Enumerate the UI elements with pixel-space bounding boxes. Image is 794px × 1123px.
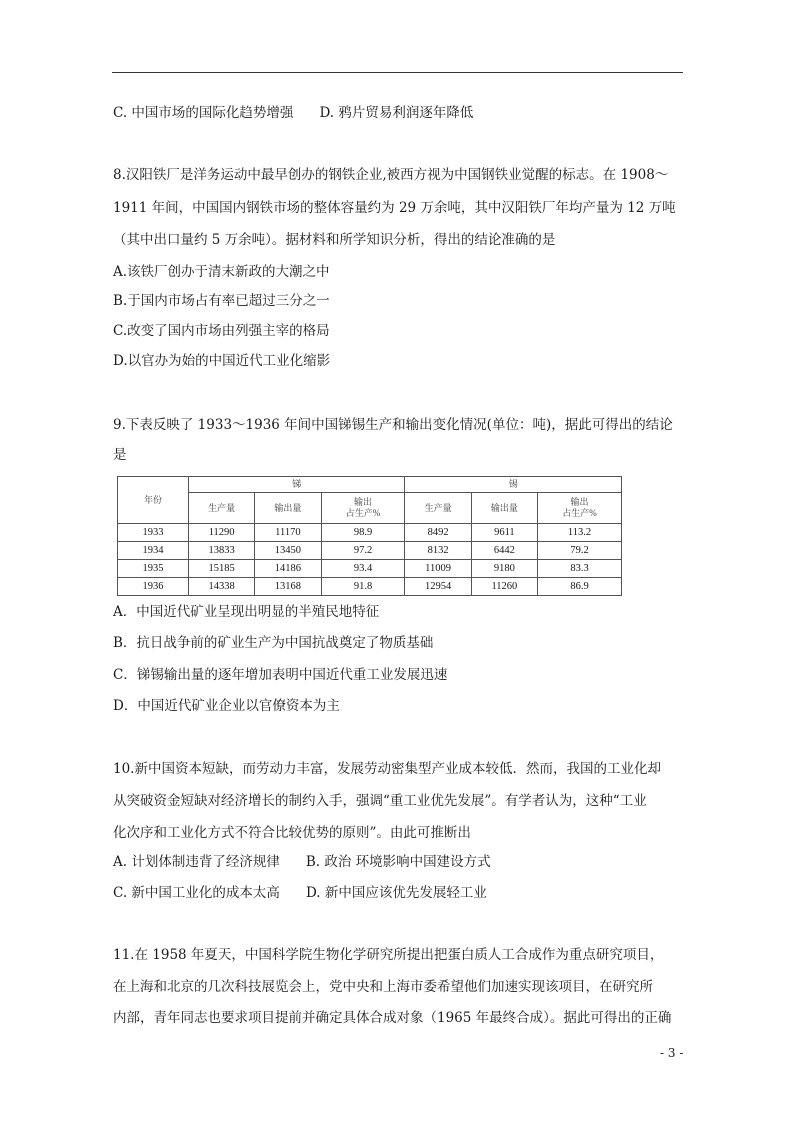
table-header-sn-ratio: 输出 占生产% <box>538 493 622 524</box>
cell-sb-ratio: 98.9 <box>321 524 405 542</box>
cell-sn-production: 11009 <box>405 560 471 578</box>
q8-option-d: D.以官办为始的中国近代工业化缩影 <box>113 353 331 369</box>
cell-sb-production: 11290 <box>189 524 255 542</box>
table-row <box>118 578 622 596</box>
table-row <box>118 560 622 578</box>
table-row <box>118 524 622 542</box>
cell-sn-production: 8132 <box>405 542 471 560</box>
q11-stem-line2: 在上海和北京的几次科技展览会上，党中央和上海市委希望他们加速实现该项目，在研究所 <box>113 979 653 995</box>
cell-sb-production: 13833 <box>189 542 255 560</box>
table-header-sb-ratio: 输出 占生产% <box>321 493 405 524</box>
q8-option-b: B.于国内市场占有率已超过三分之一 <box>113 293 330 309</box>
cell-year: 1933 <box>118 524 189 542</box>
table-row <box>118 542 622 560</box>
prev-option-c: C. 中国市场的国际化趋势增强 <box>113 105 294 121</box>
q8-stem-line1: 8.汉阳铁厂是洋务运动中最早创办的钢铁企业,被西方视为中国钢铁业觉醒的标志。在 1908～ <box>113 167 669 183</box>
q10-option-c: C. 新中国工业化的成本太高 <box>113 885 280 901</box>
q11-stem-line3: 内部，青年同志也要求项目提前并确定具体合成对象（1965 年最终合成）。据此可得出的正确 <box>113 1010 672 1026</box>
page-number: - 3 - <box>660 1046 684 1060</box>
cell-sn-ratio: 86.9 <box>538 578 622 596</box>
cell-year: 1934 <box>118 542 189 560</box>
cell-sb-export: 11170 <box>255 524 321 542</box>
q11-stem-line1: 11.在 1958 年夏天，中国科学院生物化学研究所提出把蛋白质人工合成作为重点研究项目， <box>113 947 664 963</box>
cell-sn-export: 11260 <box>471 578 537 596</box>
cell-year: 1935 <box>118 560 189 578</box>
q10-stem-line3: 化次序和工业化方式不符合比较优势的原则”。由此可推断出 <box>113 825 471 841</box>
q10-option-d: D. 新中国应该优先发展轻工业 <box>305 885 487 901</box>
q10-option-a: A. 计划体制违背了经济规律 <box>113 854 280 870</box>
cell-sb-export: 13168 <box>255 578 321 596</box>
q10-stem-line2: 从突破资金短缺对经济增长的制约入手，强调“重工业优先发展”。有学者认为，这种“工业 <box>113 793 647 809</box>
cell-sn-ratio: 83.3 <box>538 560 622 578</box>
table-header-year: 年份 <box>118 477 189 524</box>
cell-sb-production: 15185 <box>189 560 255 578</box>
cell-sn-export: 6442 <box>471 542 537 560</box>
q9-option-b: B．抗日战争前的矿业生产为中国抗战奠定了物质基础 <box>113 635 434 651</box>
q8-stem-line3: （其中出口量约 5 万余吨）。据材料和所学知识分析，得出的结论准确的是 <box>113 232 556 248</box>
q10-option-b: B. 政治 环境影响中国建设方式 <box>305 854 491 870</box>
table-header-sn-export: 输出量 <box>471 493 537 524</box>
q9-option-d: D．中国近代矿业企业以官僚资本为主 <box>113 698 340 714</box>
cell-sn-ratio: 113.2 <box>538 524 622 542</box>
q8-option-a: A.该铁厂创办于清末新政的大潮之中 <box>113 264 330 280</box>
cell-sb-ratio: 93.4 <box>321 560 405 578</box>
prev-option-d: D. 鸦片贸易利润逐年降低 <box>319 105 474 121</box>
cell-sn-export: 9180 <box>471 560 537 578</box>
table-header-sb-production: 生产量 <box>189 493 255 524</box>
q9-option-a: A．中国近代矿业呈现出明显的半殖民地特征 <box>113 604 380 620</box>
cell-sn-export: 9611 <box>471 524 537 542</box>
cell-sb-export: 13450 <box>255 542 321 560</box>
cell-sb-ratio: 91.8 <box>321 578 405 596</box>
q9-stem-line2: 是 <box>113 447 127 463</box>
cell-year: 1936 <box>118 578 189 596</box>
cell-sn-production: 12954 <box>405 578 471 596</box>
cell-sn-production: 8492 <box>405 524 471 542</box>
prev-question-options <box>113 104 473 122</box>
cell-sn-ratio: 79.2 <box>538 542 622 560</box>
cell-sb-production: 14338 <box>189 578 255 596</box>
q9-option-c: C．锑锡输出量的逐年增加表明中国近代重工业发展迅速 <box>113 667 448 683</box>
cell-sb-ratio: 97.2 <box>321 542 405 560</box>
table-header-tin: 锡 <box>405 477 622 493</box>
cell-sb-export: 14186 <box>255 560 321 578</box>
q10-options-cd <box>113 884 487 902</box>
table-header-sn-production: 生产量 <box>405 493 471 524</box>
q9-stem-line1: 9.下表反映了 1933～1936 年间中国锑锡生产和输出变化情况(单位：吨)，据此可得出的结论 <box>113 417 673 433</box>
header-rule <box>112 72 683 73</box>
table-header-antimony: 锑 <box>189 477 405 493</box>
q10-options-ab <box>113 853 491 871</box>
q9-data-table <box>117 476 622 590</box>
q8-stem-line2: 1911 年间，中国国内钢铁市场的整体容量约为 29 万余吨，其中汉阳铁厂年均产量为 12 万吨 <box>113 200 676 216</box>
q10-stem-line1: 10.新中国资本短缺，而劳动力丰富，发展劳动密集型产业成本较低．然而，我国的工业化却 <box>113 761 661 777</box>
q8-option-c: C.改变了国内市场由列强主宰的格局 <box>113 323 330 339</box>
table-header-sb-export: 输出量 <box>255 493 321 524</box>
